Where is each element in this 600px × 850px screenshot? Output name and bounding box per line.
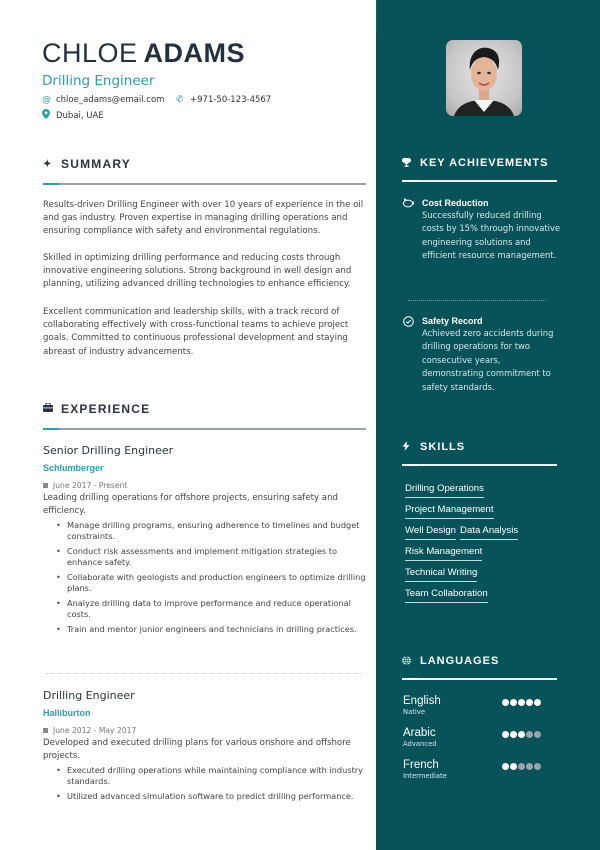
- job-bullets: [43, 520, 368, 635]
- job-bullet: • Executed drilling operations while maintaining compliance with industry standards.: [57, 765, 368, 787]
- rating-dot-empty: [534, 731, 541, 738]
- rating-dot-filled: [502, 731, 509, 738]
- language-level: Advanced: [403, 740, 437, 748]
- at-icon: @: [42, 95, 51, 105]
- email-text[interactable]: chloe_adams@email.com: [56, 95, 165, 105]
- summary-paragraph-1: Results-driven Drilling Engineer with over 10 years of experience in the oil and gas industry. Proven expertise in managing drilling operations and ensuring compliance with safety and environmental regulations.: [43, 200, 364, 237]
- skills-heading: SKILLS: [420, 441, 466, 453]
- job-role: Drilling Engineer: [43, 689, 135, 702]
- job-dates-text: June 2012 - May 2017: [53, 726, 137, 735]
- skill-tag: Technical Writing: [405, 567, 477, 582]
- job-description: Developed and executed drilling plans for various onshore and offshore projects.: [43, 738, 351, 761]
- language-rating: [502, 731, 542, 738]
- skill-tag: Well Design: [405, 525, 456, 540]
- languages-heading: LANGUAGES: [420, 655, 500, 667]
- job-dates: [43, 726, 368, 735]
- skills-divider: [402, 464, 557, 466]
- achievement-text: Achieved zero accidents during drilling operations for two consecutive years, demonstrating commitment to safety standards.: [422, 328, 554, 392]
- calendar-icon: [43, 728, 48, 733]
- skill-tag: Risk Management: [405, 546, 482, 561]
- achievement-text: Successfully reduced drilling costs by 15% through innovative engineering solutions and efficient resource management.: [422, 210, 561, 261]
- job-dates: [43, 481, 368, 490]
- location-text: Dubai, UAE: [56, 110, 104, 121]
- languages-section-header: [402, 655, 557, 680]
- achievement-item: [402, 315, 562, 394]
- rating-dot-filled: [502, 763, 509, 770]
- achievements-heading: KEY ACHIEVEMENTS: [420, 157, 549, 169]
- skill-tag: Project Management: [405, 504, 494, 519]
- contact-email: [42, 95, 164, 105]
- rating-dot-filled: [502, 699, 509, 706]
- sidebar-edge: [376, 0, 378, 34]
- job-entry-1: [43, 444, 368, 639]
- sparkle-icon: ✦: [43, 158, 53, 170]
- summary-paragraph-2: Skilled in optimizing drilling performance and reducing costs through innovative engineering solutions. Strong background in well design and planning, utilizing advanced drilling technologies to enhance efficiency.: [43, 253, 352, 290]
- lightning-icon: [402, 441, 412, 453]
- language-name: English: [403, 695, 441, 707]
- contact-phone: [176, 95, 271, 105]
- experience-heading: EXPERIENCE: [61, 402, 151, 416]
- calendar-icon: [43, 483, 48, 488]
- rating-dot-empty: [534, 763, 541, 770]
- skills-section-header: [402, 441, 557, 466]
- phone-icon: ✆: [176, 95, 184, 105]
- skill-tag: Team Collaboration: [405, 588, 488, 603]
- achievement-separator: [408, 300, 546, 301]
- job-company: Schlumberger: [43, 463, 104, 473]
- rating-dot-empty: [526, 763, 533, 770]
- piggy-bank-icon: [402, 197, 414, 209]
- profile-photo: [446, 40, 522, 116]
- language-level: Native: [403, 708, 426, 716]
- language-item: [403, 727, 553, 748]
- achievements-divider: [402, 180, 557, 182]
- rating-dot-filled: [518, 731, 525, 738]
- job-role: Senior Drilling Engineer: [43, 444, 174, 457]
- job-dates-text: June 2017 - Present: [53, 481, 128, 490]
- job-bullets: [43, 765, 368, 802]
- job-separator: [46, 673, 362, 674]
- sidebar: [376, 0, 600, 850]
- rating-dot-filled: [518, 699, 525, 706]
- rating-dot-empty: [526, 731, 533, 738]
- job-bullet: • Analyze drilling data to improve performance and reduce operational costs.: [57, 598, 368, 620]
- rating-dot-filled: [510, 763, 517, 770]
- trophy-icon: [402, 158, 412, 169]
- last-name: ADAMS: [143, 38, 246, 68]
- language-name: Arabic: [403, 727, 436, 739]
- language-item: [403, 759, 553, 780]
- globe-icon: [402, 656, 412, 667]
- job-company: Halliburton: [43, 708, 91, 718]
- experience-section-header: [43, 402, 366, 430]
- briefcase-icon: [43, 403, 53, 415]
- job-title: Drilling Engineer: [42, 73, 155, 89]
- rating-dot-filled: [510, 731, 517, 738]
- languages-divider: [402, 678, 557, 680]
- language-rating: [502, 699, 542, 706]
- skill-tag: Data Analysis: [460, 525, 518, 540]
- rating-dot-filled: [526, 699, 533, 706]
- candidate-name: [42, 38, 245, 69]
- achievement-title: Safety Record: [422, 316, 483, 326]
- achievement-title: Cost Reduction: [422, 198, 489, 208]
- job-entry-2: [43, 689, 368, 806]
- skill-tag: Drilling Operations: [405, 483, 484, 498]
- check-circle-icon: [402, 315, 414, 327]
- rating-dot-filled: [534, 699, 541, 706]
- language-rating: [502, 763, 542, 770]
- contact-location: [42, 109, 104, 122]
- summary-section-header: [43, 157, 366, 185]
- first-name: CHLOE: [42, 38, 138, 68]
- achievement-item: [402, 197, 562, 263]
- job-bullet: • Train and mentor junior engineers and technicians in drilling practices.: [57, 624, 368, 635]
- phone-text[interactable]: +971-50-123-4567: [190, 95, 272, 105]
- map-pin-icon: [42, 109, 54, 122]
- job-bullet: • Utilized advanced simulation software to predict drilling performance.: [57, 791, 368, 802]
- language-level: Intermediate: [403, 772, 447, 780]
- summary-paragraph-3: Excellent communication and leadership skills, with a track record of collaborating effectively with cross-functional teams to achieve project goals. Committed to continuous professional development and staying abreast of industry advancements.: [43, 307, 349, 357]
- rating-dot-empty: [518, 763, 525, 770]
- language-name: French: [403, 759, 439, 771]
- summary-heading: SUMMARY: [61, 157, 131, 171]
- job-bullet: • Collaborate with geologists and production engineers to optimize drilling plans.: [57, 572, 368, 594]
- achievements-section-header: [402, 157, 557, 182]
- experience-divider: [43, 428, 366, 430]
- job-bullet: • Manage drilling programs, ensuring adherence to timelines and budget constraints.: [57, 520, 368, 542]
- job-bullet: • Conduct risk assessments and implement mitigation strategies to enhance safety.: [57, 546, 368, 568]
- skills-list: [405, 483, 565, 609]
- rating-dot-filled: [510, 699, 517, 706]
- summary-divider: [43, 183, 366, 185]
- job-description: Leading drilling operations for offshore projects, ensuring safety and efficiency.: [43, 493, 338, 516]
- language-item: [403, 695, 553, 716]
